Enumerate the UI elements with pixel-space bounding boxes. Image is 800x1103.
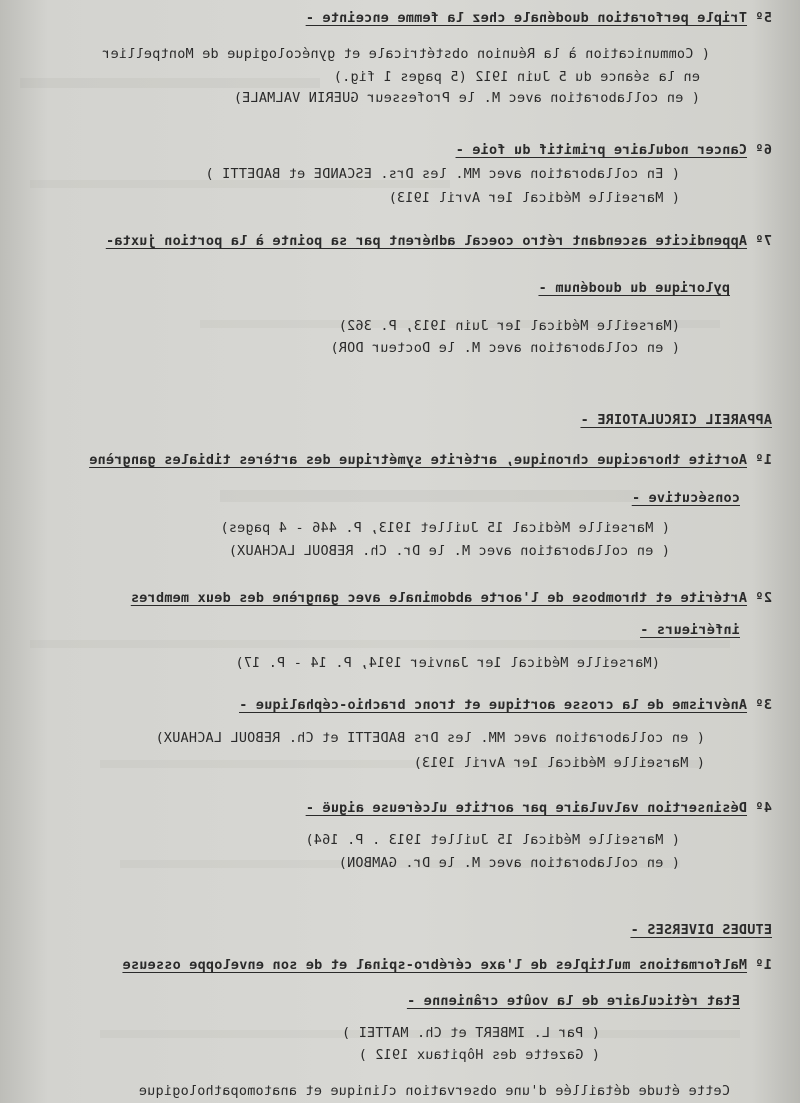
item-title: Malformations multiples de l'axe cérébro-spinal et de son enveloppe osseuse — [122, 957, 748, 973]
item-title: Désinsertion valvulaire par aortite ulcéreuse aiguë - — [305, 800, 748, 816]
item-line: ( en collaboration avec MM. les Drs BADETTI et Ch. REBOUL LACHAUX) — [155, 730, 705, 746]
continuation-text: Cette étude détaillée d'une observation clinique et anatomopathologique — [138, 1083, 730, 1099]
item-line: ( Gazette des Hôpitaux 1912 ) — [358, 1047, 600, 1063]
item-7 — [106, 233, 772, 249]
item-number: 6º — [755, 142, 772, 158]
item-title: Aortite thoracique chronique, artérite symétrique des artères tibiales gangrène — [89, 452, 748, 468]
section-heading-circulatoire: APPAREIL CIRCULATOIRE - — [580, 412, 772, 428]
item-number: 1º — [755, 452, 772, 468]
item-line: ( En collaboration avec MM. les Drs. ESCANDE et BADETTI ) — [205, 166, 680, 182]
item-number: 5º — [755, 10, 772, 26]
item-line: ( Marseille Médical 15 Juillet 1913, P. 446 - 4 pages) — [220, 520, 670, 536]
item-title: Artérite et thrombose de l'aorte abdominale avec gangrène des deux membres — [130, 590, 748, 606]
item-line: (Marseille Médical 1er Juin 1913, P. 362) — [338, 318, 680, 334]
item-line: ( Communication à la Réunion obstétricale et gynécologique de Montpellier — [102, 46, 710, 62]
section-heading-etudes: ETUDES DIVERSES - — [630, 922, 772, 938]
item-line: (Marseille Médical 1er Janvier 1914, P. 14 - P. 17) — [235, 655, 660, 671]
item-number: 2º — [755, 590, 772, 606]
item-line: ( Par L. IMBERT et Ch. MATTEI ) — [341, 1025, 600, 1041]
circ-item-3 — [239, 697, 772, 713]
item-number: 7º — [755, 233, 772, 249]
item-title: Anévrisme de la crosse aortique et tronc brachio-céphalique - — [239, 697, 748, 713]
item-line: ( Marseille Médical 1er Avril 1913) — [413, 755, 705, 771]
item-title: Cancer nodulaire primitif du foie - — [455, 142, 748, 158]
item-title: Triple perforation duodénale chez la femme enceinte - — [305, 10, 748, 26]
item-5 — [306, 10, 772, 26]
item-line: en la séance du 5 Juin 1912 (5 pages 1 fig.) — [333, 69, 700, 85]
item-title: Appendicite ascendant rétro coecal adhérent par sa pointe à la portion juxta- — [105, 233, 748, 249]
item-title-continued: Etat réticulaire de la voûte crânienne - — [406, 993, 740, 1009]
item-number: 1º — [755, 957, 772, 973]
item-6 — [456, 142, 772, 158]
circ-item-1 — [89, 452, 772, 468]
circ-item-2 — [131, 590, 772, 606]
div-item-1 — [122, 957, 772, 973]
item-line: ( en collaboration avec M. le Dr. Ch. REBOUL LACHAUX) — [228, 543, 670, 559]
circ-item-4 — [306, 800, 772, 816]
item-line: ( Marseille Médical 15 Juillet 1913 . P. 164) — [305, 832, 680, 848]
item-title-continued: consécutive - — [631, 490, 740, 506]
item-number: 3º — [755, 697, 772, 713]
item-line: ( en collaboration avec M. le Professeur GUERIN VALMALE) — [233, 90, 700, 106]
item-title-continued: pylorique du duodénum - — [538, 280, 730, 296]
item-line: ( en collaboration avec M. le Dr. GAMBON) — [338, 855, 680, 871]
item-line: ( Marseille Médical 1er Avril 1913) — [388, 190, 680, 206]
item-line: ( en collaboration avec M. le Docteur DOR) — [330, 340, 680, 356]
item-title-continued: inférieurs - — [640, 622, 740, 638]
item-number: 4º — [755, 800, 772, 816]
